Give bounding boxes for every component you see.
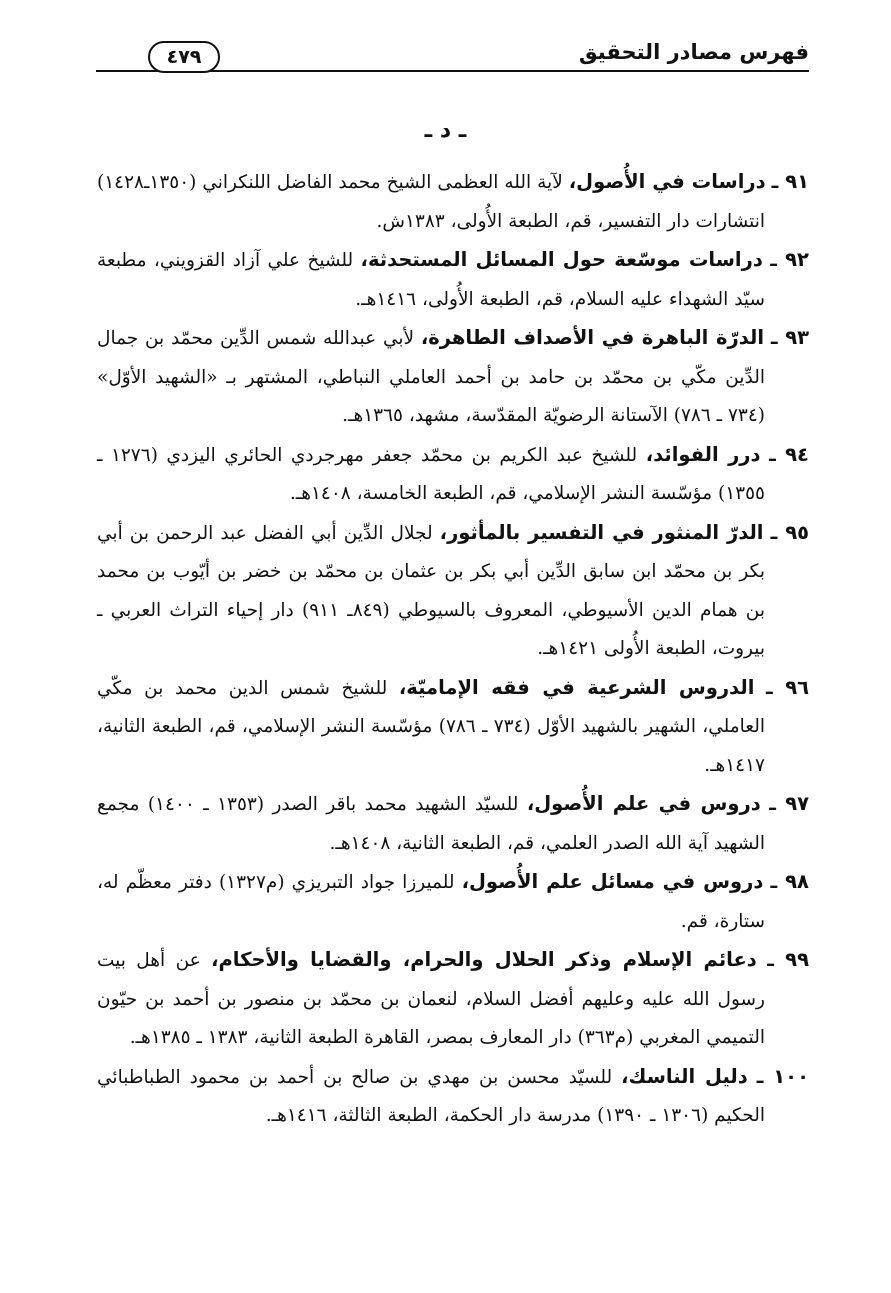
bibliography-entry xyxy=(97,785,809,863)
entry-title: دعائم الإسلام وذكر الحلال والحرام، والقضايا والأحكام، xyxy=(211,948,757,971)
bibliography-entry xyxy=(97,163,809,241)
entry-details: لأبي عبدالله شمس الدِّين محمّد بن جمال الدِّين مكّي بن محمّد بن حامد بن أحمد العاملي النباطي، المشتهر بـ «الشهيد الأوّل» (٧٣٤ ـ ٧٨٦) الآستانة الرضويّة المقدّسة، مشهد، ١٣٦٥هـ. xyxy=(97,328,765,426)
entry-details: للشيخ شمس الدين محمد بن مكّي العاملي، الشهير بالشهيد الأوّل (٧٣٤ ـ ٧٨٦) مؤسّسة النشر الإسلامي، قم، الطبعة الثانية، ١٤١٧هـ. xyxy=(97,677,765,776)
entry-number: ٩٥ ـ xyxy=(770,520,810,544)
bibliography-list xyxy=(97,163,809,1136)
entry-details: للشيخ علي آزاد القزويني، مطبعة سيّد الشهداء عليه السلام، قم، الطبعة الأُولى، ١٤١٦هـ. xyxy=(97,250,765,310)
entry-number: ٩٩ ـ xyxy=(767,948,809,971)
entry-title: الدروس الشرعية في فقه الإماميّة، xyxy=(398,675,755,699)
bibliography-entry xyxy=(97,514,809,669)
running-header xyxy=(96,36,809,76)
bibliography-entry xyxy=(97,319,809,436)
entry-number: ٩٢ ـ xyxy=(770,248,809,271)
entry-title: دليل الناسك، xyxy=(621,1064,748,1088)
entry-details: للسيّد الشهيد محمد باقر الصدر (١٣٥٣ ـ ١٤٠٠) مجمع الشهيد آية الله الصدر العلمي، قم، الطبعة الثانية، ١٤٠٨هـ. xyxy=(97,794,765,854)
entry-number: ٩١ ـ xyxy=(771,170,809,193)
entry-title: دروس في علم الأُصول، xyxy=(526,792,761,815)
entry-number: ٩٣ ـ xyxy=(770,326,809,349)
entry-number: ٩٨ ـ xyxy=(770,870,809,893)
entry-details: للسيّد محسن بن مهدي بن صالح بن أحمد بن محمود الطباطبائي الحكيم (١٣٠٦ ـ ١٣٩٠) مدرسة دار الحكمة، الطبعة الثالثة، ١٤١٦هـ. xyxy=(97,1066,765,1126)
bibliography-entry xyxy=(97,241,809,319)
entry-number: ١٠٠ ـ xyxy=(756,1064,809,1088)
entry-details: لآية الله العظمى الشيخ محمد الفاضل اللنكراني (١٣٥٠ـ١٤٢٨) انتشارات دار التفسير، قم، الطبعة الأُولى، ١٣٨٣ش. xyxy=(97,172,765,232)
bibliography-entry xyxy=(97,1058,809,1136)
section-heading: ـ د ـ xyxy=(424,118,467,143)
entry-details: لجلال الدِّين أبي الفضل عبد الرحمن بن أبي بكر بن محمّد ابن سابق الدِّين أبي بكر بن عثمان بن محمّد بن خضر بن أيّوب بن محمد بن همام الدين الأسيوطي، المعروف بالسيوطي (٨٤٩ـ ٩١١) دار إحياء التراث العربي ـ بيروت، الطبعة الأُولى ١٤٢١هـ. xyxy=(97,522,765,659)
entry-number: ٩٤ ـ xyxy=(769,442,809,466)
entry-details: للميرزا جواد التبريزي (م١٣٢٧) دفتر معظّم له، ستارة، قم. xyxy=(97,872,765,932)
entry-number: ٩٦ ـ xyxy=(766,675,809,699)
entry-title: الدرّ المنثور في التفسير بالمأثور، xyxy=(439,520,764,544)
entry-title: دروس في مسائل علم الأُصول، xyxy=(461,870,764,893)
entry-details: للشيخ عبد الكريم بن محمّد جعفر مهرجردي الحائري اليزدي (١٢٧٦ ـ ١٣٥٥) مؤسّسة النشر الإسلامي، قم، الطبعة الخامسة، ١٤٠٨هـ. xyxy=(97,444,765,504)
entry-title: درر الفوائد، xyxy=(645,442,761,466)
page-number-badge: ٤٧٩ xyxy=(148,41,220,73)
bibliography-entry xyxy=(97,669,809,786)
entry-title: دراسات موسّعة حول المسائل المستحدثة، xyxy=(360,248,763,271)
entry-details: عن أهل بيت رسول الله عليه وعليهم أفضل السلام، لنعمان بن محمّد بن منصور بن أحمد بن حيّون التميمي المغربي (م٣٦٣) دار المعارف بمصر، القاهرة الطبعة الثانية، ١٣٨٣ ـ ١٣٨٥هـ. xyxy=(97,950,765,1048)
bibliography-entry xyxy=(97,941,809,1058)
bibliography-entry xyxy=(97,436,809,514)
running-header-title: فهرس مصادر التحقيق xyxy=(578,40,809,64)
entry-title: دراسات في الأُصول، xyxy=(568,170,766,193)
entry-title: الدرّة الباهرة في الأصداف الطاهرة، xyxy=(420,326,765,349)
entry-number: ٩٧ ـ xyxy=(769,792,810,815)
bibliography-entry xyxy=(97,863,809,941)
